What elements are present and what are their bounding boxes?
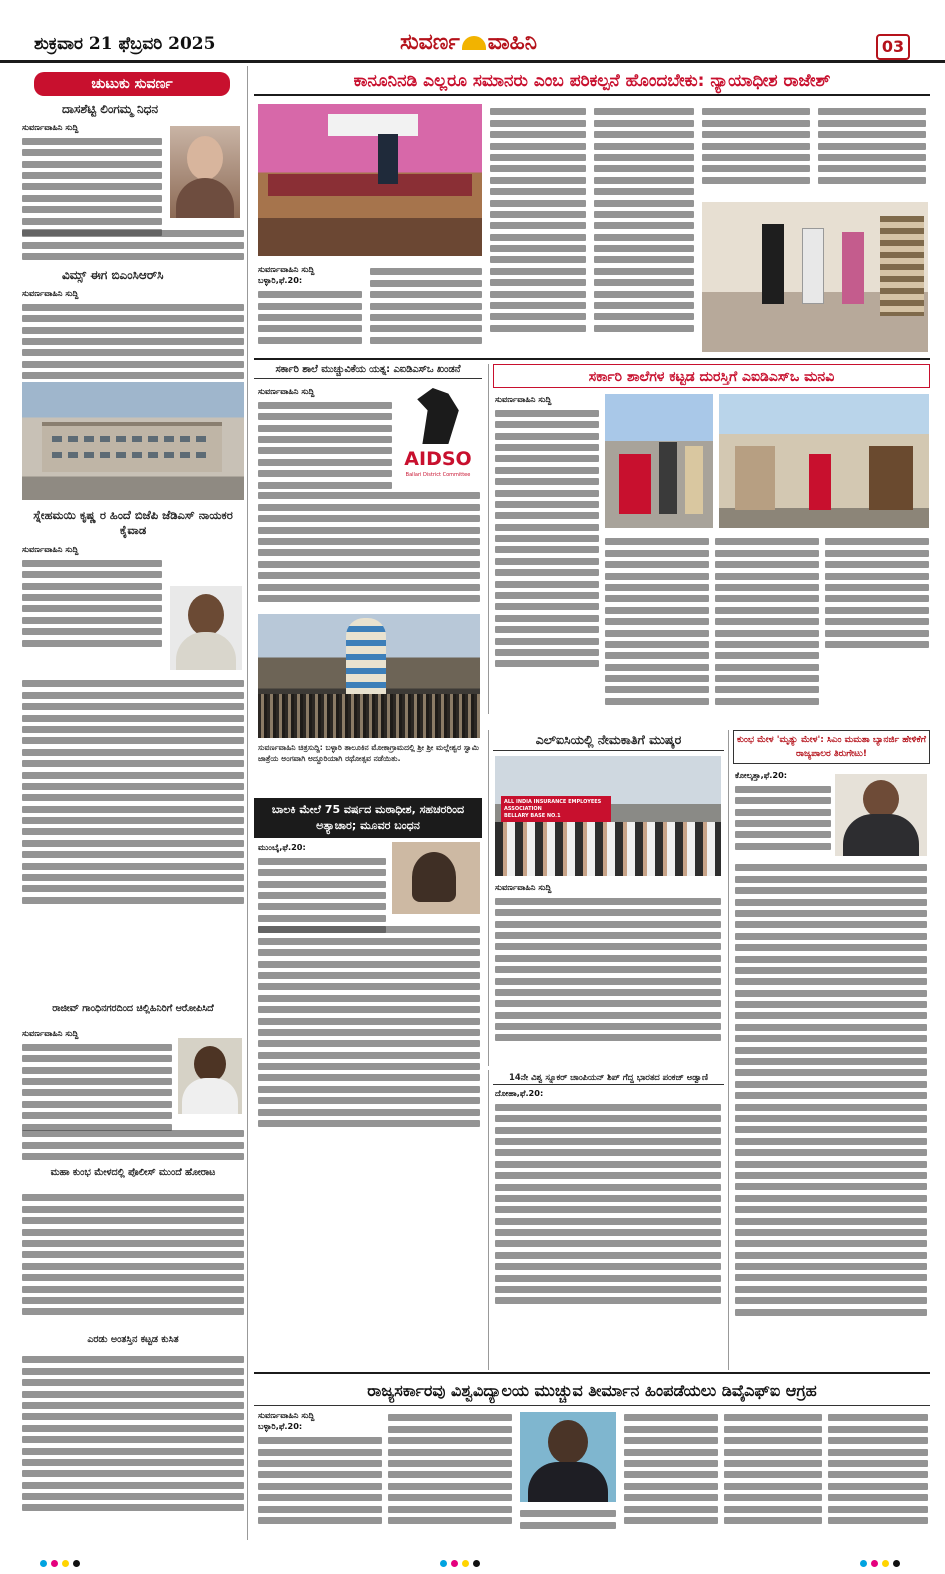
lead-body-col1 [258, 264, 362, 348]
story3-dateline: ಸುವರ್ಣವಾಹಿನಿ ಸುದ್ದಿ [22, 544, 79, 554]
page-header [0, 0, 945, 64]
lic-banner-sub: BELLARY BASE NO.1 [504, 813, 561, 819]
kumbh-headline: ಕುಂಭ ಮೇಳ 'ಮೃತ್ಯು ಮೇಳ': ಸಿಎಂ ಮಮತಾ ಬ್ಯಾನರ್ಜಿ ಹೇಳಿಕೆಗೆ ರಾಜ್ಯಪಾಲರ ತಿರುಗೇಟು! [733, 730, 930, 764]
lead-photo-court [702, 202, 928, 352]
aidso-logo [396, 386, 480, 486]
festival-caption: ಸುವರ್ಣವಾಹಿನಿ ಚಿತ್ರಸುದ್ದಿ: ಬಳ್ಳಾರಿ ತಾಲೂಕಿನ ಮೋಕಾಗ್ರಾಮದಲ್ಲಿ ಶ್ರೀ ಶ್ರೀ ಮಲ್ಲೇಶ್ವರ ಸ್ವಾಮಿ ಜಾತ್ರೆಯ ಅಂಗವಾಗಿ ಅದ್ದೂರಿಯಾಗಿ ರಥೋತ್ಸವ ನಡೆಯಿತು. [258, 743, 480, 763]
school-photo-building [719, 394, 929, 528]
school-body-col4 [825, 534, 929, 652]
page-number: 03 [876, 34, 910, 60]
story5-body [22, 1190, 244, 1320]
crime-headline: ಬಾಲಕಿ ಮೇಲೆ 75 ವರ್ಷದ ಮಠಾಧೀಶ, ಸಹಚರರಿಂದ ಅತ್ಯಾಚಾರ; ಮೂವರ ಬಂಧನ [254, 798, 482, 838]
lead-body-col4 [594, 104, 694, 336]
story4-portrait [178, 1038, 242, 1114]
school-photo-protest [605, 394, 713, 528]
rule-univ-top [254, 1372, 930, 1374]
univ-place: ಬಳ್ಳಾರಿ,ಫೆ.20: [258, 1421, 303, 1432]
story1-title: ದಾಸಶೆಟ್ಟಿ ಲಿಂಗಮ್ಮ ನಿಧನ [62, 102, 159, 116]
header-rule [0, 60, 945, 63]
masthead-right: ವಾಹಿನಿ [487, 30, 538, 55]
aidso-logo-text: AIDSO [404, 448, 472, 470]
snooker-body [495, 1088, 721, 1309]
snooker-headline: 14ನೇ ವಿಶ್ವ ಸ್ನೂಕರ್ ಚಾಂಪಿಯನ್ ಶಿಪ್ ಗೆದ್ದ ಭಾರತದ ಪಂಕಜ್ ಅಡ್ವಾಣಿ [493, 1070, 724, 1085]
lic-story [488, 730, 724, 1066]
lead-body-col3 [490, 104, 586, 336]
print-registration-mid [440, 1552, 484, 1571]
story1-body-cont [22, 226, 244, 265]
story3-portrait [170, 586, 242, 670]
univ-dateline: ಸುವರ್ಣವಾಹಿನಿ ಸುದ್ದಿ [258, 1410, 315, 1420]
school-body-col1 [495, 394, 599, 672]
story1-portrait [170, 126, 240, 218]
univ-body-col4 [624, 1410, 718, 1528]
lead-body-col2 [370, 264, 482, 348]
story3-title: ಸ್ನೇಹಮಯಿ ಕೃಷ್ಣ ರ ಹಿಂದೆ ಬಿಜೆಪಿ ಜೆಡಿಎಸ್ ನಾಯಕರ ಕೈವಾಡ [33, 508, 233, 537]
aidso-story [254, 362, 482, 612]
school-dateline: ಸುವರ್ಣವಾಹಿನಿ ಸುದ್ದಿ [495, 394, 552, 404]
hospital-photo [22, 382, 244, 500]
lead-headline: ಕಾನೂನಿನಡಿ ಎಲ್ಲರೂ ಸಮಾನರು ಎಂಬ ಪರಿಕಲ್ಪನೆ ಹೊಂದಬೇಕು: ನ್ಯಾಯಾಧೀಶ ರಾಜೇಶ್ [254, 66, 930, 96]
story6-title: ಎರಡು ಅಂತಸ್ತಿನ ಕಟ್ಟಡ ಕುಸಿತ [87, 1334, 179, 1345]
aidso-body-cont [258, 488, 480, 606]
lic-body [495, 882, 721, 1046]
story4-title: ರಾಜೀವ್ ಗಾಂಧಿನಗರದಿಂದ ಚಿಲ್ಲಿಹಿನಿರಿಗೆ ಆರೋಪಿಸಿದೆ [52, 1003, 214, 1014]
univ-body-col5 [724, 1410, 822, 1528]
snooker-story [488, 1070, 724, 1370]
school-story [488, 364, 930, 714]
school-headline: ಸರ್ಕಾರಿ ಶಾಲೆಗಳ ಕಟ್ಟಡ ದುರಸ್ತಿಗೆ ಎಐಡಿಎಸ್‌ಒ ಮನವಿ [493, 364, 930, 388]
kumbh-body [735, 770, 831, 854]
univ-headline: ರಾಜ್ಯಸರ್ಕಾರವು ವಿಶ್ವವಿದ್ಯಾಲಯ ಮುಚ್ಚುವ ತೀರ್ಮಾನ ಹಿಂಪಡೆಯಲು ಡಿವೈಎಫ್ಐ ಆಗ್ರಹ [254, 1376, 930, 1406]
story4-dateline: ಸುವರ್ಣವಾಹಿನಿ ಸುದ್ದಿ [22, 1028, 79, 1038]
masthead-left: ಸುವರ್ಣ [400, 30, 460, 55]
univ-portrait [520, 1412, 616, 1502]
story3-body-cont [22, 676, 244, 908]
lic-dateline: ಸುವರ್ಣವಾಹಿನಿ ಸುದ್ದಿ [495, 882, 552, 892]
aidso-headline: ಸರ್ಕಾರಿ ಶಾಲೆ ಮುಚ್ಚುವಿಕೆಯ ಯತ್ನ: ಎಐಡಿಎಸ್‌ಒ ಖಂಡನೆ [254, 362, 482, 379]
story6-body [22, 1352, 244, 1516]
school-body-col3 [715, 534, 819, 709]
story2-body [22, 288, 244, 384]
story3-body [22, 544, 162, 651]
kumbh-story [728, 730, 930, 1370]
rule-lead-bottom [254, 358, 930, 360]
sidebar-title: ಚುಟುಕು ಸುವರ್ಣ [91, 76, 173, 92]
lic-headline: ಎಲ್ಐಸಿಯಲ್ಲಿ ನೇಮಕಾತಿಗೆ ಮುಷ್ಕರ [493, 730, 724, 751]
story4-body [22, 1028, 172, 1135]
lead-place: ಬಳ್ಳಾರಿ,ಫೆ.20: [258, 275, 303, 286]
snooker-dateline: ದೋಹಾ,ಫೆ.20: [495, 1088, 544, 1098]
sidebar [18, 66, 248, 1540]
lead-body-col5 [702, 104, 810, 188]
issue-date: ಶುಕ್ರವಾರ 21 ಫೆಬ್ರವರಿ 2025 [34, 34, 216, 54]
story1-dateline: ಸುವರ್ಣವಾಹಿನಿ ಸುದ್ದಿ [22, 122, 79, 132]
lead-story [254, 64, 930, 356]
story2-title: ವಿಮ್ಸ್ ಈಗ ಬಿಎಂಸಿಆರ್‌ಸಿ [62, 268, 164, 282]
lead-body-col6 [818, 104, 926, 188]
fist-icon [412, 388, 464, 444]
crime-dateline: ಮುಂಬೈ,ಫೆ.20: [258, 842, 306, 852]
univ-body-col6 [828, 1410, 928, 1528]
univ-body-col2 [388, 1410, 512, 1528]
lead-dateline: ಸುವರ್ಣವಾಹಿನಿ ಸುದ್ದಿ [258, 264, 315, 274]
festival-photo [258, 614, 480, 738]
story1-body [22, 122, 162, 240]
lic-banner-text: ALL INDIA INSURANCE EMPLOYEES ASSOCIATION [504, 799, 602, 812]
sun-logo-icon [462, 36, 486, 50]
masthead [400, 30, 537, 55]
kumbh-body-cont [735, 860, 927, 1320]
story5-title: ಮಹಾ ಕುಂಭ ಮೇಳದಲ್ಲಿ ಪೊಲೀಸ್ ಮುಂದೆ ಹೋರಾಟ [50, 1167, 216, 1178]
governor-portrait [835, 774, 927, 856]
univ-body-col1 [258, 1410, 382, 1528]
print-registration-right [860, 1552, 904, 1571]
story4-body-cont [22, 1126, 244, 1165]
aidso-body [258, 386, 392, 493]
kumbh-dateline: ಕೋಲ್ಕತ್ತಾ,ಫೆ.20: [735, 770, 788, 780]
sidebar-title-box [34, 72, 230, 96]
crime-body-cont [258, 922, 480, 1131]
lead-photo-stage [258, 104, 482, 256]
school-body-col2 [605, 534, 709, 709]
print-registration-left [40, 1552, 84, 1571]
univ-story [254, 1376, 930, 1538]
aidso-logo-subtitle: Ballari District Committee [405, 472, 471, 478]
crime-story [254, 798, 482, 1156]
story2-dateline: ಸುವರ್ಣವಾಹಿನಿ ಸುದ್ದಿ [22, 288, 79, 298]
univ-body-col3 [520, 1506, 616, 1533]
aidso-dateline: ಸುವರ್ಣವಾಹಿನಿ ಸುದ್ದಿ [258, 386, 315, 396]
crime-illustration [392, 842, 480, 914]
lic-photo [495, 756, 721, 876]
